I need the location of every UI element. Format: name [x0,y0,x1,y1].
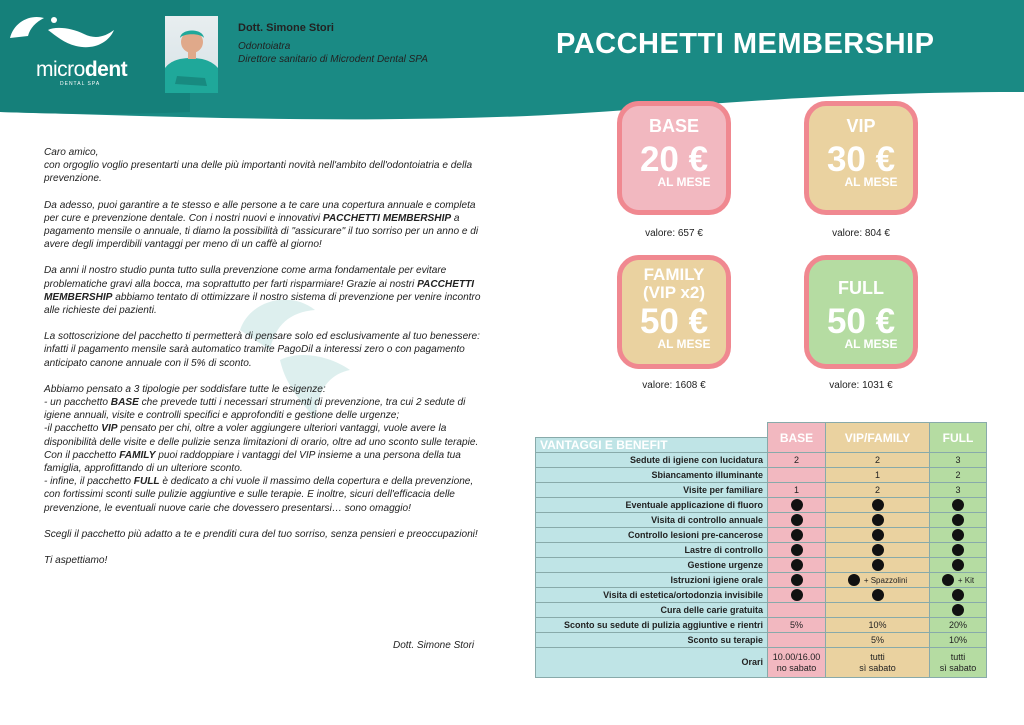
benefit-cell-vip: 10% [826,618,930,633]
benefit-cell-vip: 2 [826,453,930,468]
benefit-cell-full [930,573,987,588]
benefit-cell-vip: tutti sì sabato [826,648,930,678]
included-dot-icon [791,589,803,601]
included-dot-icon [791,499,803,511]
card-period: AL MESE [657,337,711,351]
card-full-value: valore: 1031 € [829,380,893,391]
benefit-cell-vip: 2 [826,483,930,498]
letter-paragraph: Da anni il nostro studio punta tutto sulla prevenzione come arma fondamentale per evitare problematiche gravi alla bocca, ma soprattutto per farti risparmiare! Grazie ai nostri PACCHETTI MEMBERSHIP abbiamo tentato di ottimizzare il nostro sistema di prevenzione per venire incontro alle richieste dei pazienti. [44,265,481,317]
benefit-cell-vip: 5% [826,633,930,648]
benefit-cell-full: 3 [930,453,987,468]
table-row [536,483,987,498]
benefit-cell-base: 2 [768,453,826,468]
benefit-cell-vip [826,498,930,513]
table-row [536,618,987,633]
included-dot-icon [942,574,954,586]
column-header-base: BASE [768,423,826,453]
benefit-cell-vip [826,588,930,603]
included-dot-icon [791,559,803,571]
benefit-cell-base [768,603,826,618]
card-name: FULL [838,278,884,298]
benefit-cell-full [930,543,987,558]
card-family-value: valore: 1608 € [642,380,706,391]
benefit-label: Istruzioni igiene orale [536,573,768,588]
letter-paragraph: Caro amico, con orgoglio voglio presentarti una delle più importanti novità nell'ambito dell'odontoiatria e della prevenzione. [44,147,473,185]
card-base-value: valore: 657 € [645,228,703,239]
included-dot-icon [952,559,964,571]
card-vip-value: valore: 804 € [832,228,890,239]
letter-paragraph: Ti aspettiamo! [44,555,108,567]
table-row [536,633,987,648]
doctor-role: Odontoiatra [238,41,291,52]
included-dot-icon [872,514,884,526]
column-header-vip-family: VIP/FAMILY [826,423,930,453]
benefit-cell-base [768,543,826,558]
benefit-cell-full: 3 [930,483,987,498]
benefit-cell-vip: 1 [826,468,930,483]
benefit-cell-full [930,588,987,603]
benefit-label: Cura delle carie gratuita [536,603,768,618]
card-name: FAMILY (VIP x2) [642,265,706,302]
included-dot-icon [952,589,964,601]
card-price: 20 € [639,140,709,179]
doctor-name: Dott. Simone Stori [238,22,334,34]
card-period: AL MESE [844,175,898,189]
table-row [536,528,987,543]
benefit-extra: + Kit [957,575,975,585]
card-name: BASE [648,116,699,136]
benefit-cell-full: 10% [930,633,987,648]
benefit-cell-base [768,588,826,603]
benefit-cell-vip [826,528,930,543]
benefit-cell-full [930,528,987,543]
card-price: 50 € [639,302,709,341]
benefit-cell-base [768,513,826,528]
included-dot-icon [791,574,803,586]
included-dot-icon [791,514,803,526]
benefit-label: Visita di controllo annuale [536,513,768,528]
benefit-cell-full [930,513,987,528]
benefit-label: Lastre di controllo [536,543,768,558]
benefit-cell-base: 1 [768,483,826,498]
benefit-cell-base [768,633,826,648]
included-dot-icon [952,529,964,541]
included-dot-icon [872,589,884,601]
card-period: AL MESE [844,337,898,351]
included-dot-icon [791,529,803,541]
letter-paragraph: Abbiamo pensato a 3 tipologie per soddisfare tutte le esigenze: - un pacchetto BASE che prevede tutti i necessari strumenti di prevenzione, tra cui 2 sedute di igiene annuali, visite e controlli specifici e approfonditi e gestione delle urgenze; -il pacchetto VIP pensato per chi, oltre a voler aggiungere ulteriori vantaggi, vuole avere la disponibilità delle visite e delle pulizie senza limitazioni di orario, oltre ad uno sconto sulle terapie. Con il pacchetto FAMILY puoi raddoppiare i vantaggi del VIP insieme a una persona della tua famiglia, approfittando di un ulteriore sconto. - infine, il pacchetto FULL è dedicato a chi vuole il massimo della copertura e della prevenzione, con fortissimi sconti sulle pulizie aggiuntive e sulle terapie. E inoltre, sicuri dell'efficacia delle prevenzione, le eventuali nuove carie che dovessero presentarsi… sono omaggio! [44,383,479,514]
benefit-label: Sconto su sedute di pulizia aggiuntive e rientri [536,618,768,633]
benefit-cell-base [768,468,826,483]
benefit-cell-full: 20% [930,618,987,633]
doctor-photo [165,16,218,93]
benefit-cell-full [930,558,987,573]
table-row-orari [536,648,987,678]
card-family[interactable] [617,255,731,369]
included-dot-icon [952,499,964,511]
benefit-label: Sedute di igiene con lucidatura [536,453,768,468]
included-dot-icon [952,604,964,616]
table-row [536,543,987,558]
card-full[interactable] [804,255,918,369]
table-row [536,558,987,573]
benefits-table [535,422,987,678]
card-period: AL MESE [657,175,711,189]
included-dot-icon [872,499,884,511]
benefit-cell-vip [826,543,930,558]
benefit-extra: + Spazzolini [863,575,908,585]
doctor-title: Direttore sanitario di Microdent Dental SPA [238,54,428,65]
benefit-label: Visite per familiare [536,483,768,498]
column-header-benefits: VANTAGGI E BENEFIT [536,438,768,453]
letter-paragraph: Scegli il pacchetto più adatto a te e prenditi cura del tuo sorriso, senza pensieri e preoccupazioni! [44,528,478,540]
benefit-cell-full: 2 [930,468,987,483]
benefit-label: Gestione urgenze [536,558,768,573]
benefit-label: Sbiancamento illuminante [536,468,768,483]
benefit-cell-full: tutti sì sabato [930,648,987,678]
benefit-label: Orari [536,648,768,678]
benefit-label: Eventuale applicazione di fluoro [536,498,768,513]
letter-paragraph: Da adesso, puoi garantire a te stesso e alle persone a te care una copertura annuale e completa per cure e prevenzione dentale. Con i nostri nuovi e innovativi PACCHETTI MEMBERSHIP a pagamento mensile o annuale, ti diamo la possibilità di "assicurare" il tuo sorriso per un anno e di avere degli imperdibili vantaggi per meno di un caffè al giorno! [44,199,479,251]
benefit-cell-vip [826,558,930,573]
benefit-cell-vip [826,603,930,618]
card-name: VIP [846,116,876,136]
benefit-cell-base: 10.00/16.00 no sabato [768,648,826,678]
benefit-cell-full [930,603,987,618]
table-row [536,588,987,603]
included-dot-icon [791,544,803,556]
table-row [536,513,987,528]
benefit-cell-base [768,558,826,573]
card-vip[interactable] [804,101,918,215]
table-row [536,603,987,618]
benefits-table-body [536,453,987,678]
benefit-cell-full [930,498,987,513]
included-dot-icon [952,544,964,556]
benefit-cell-vip [826,513,930,528]
benefit-label: Controllo lesioni pre-cancerose [536,528,768,543]
column-header-full: FULL [930,423,987,453]
included-dot-icon [872,559,884,571]
included-dot-icon [872,529,884,541]
benefit-cell-base: 5% [768,618,826,633]
table-row [536,453,987,468]
benefit-cell-base [768,528,826,543]
card-base[interactable] [617,101,731,215]
card-price: 50 € [826,302,896,341]
letter-body [44,146,489,580]
included-dot-icon [872,544,884,556]
letter-paragraph: La sottoscrizione del pacchetto ti permetterà di pensare solo ed esclusivamente al tuo benessere: infatti il pagamento mensile sarà automatico tramite PagoDil a interessi zero o con pagamento anticipato canone annuale con il 5% di sconto. [44,331,480,369]
table-row [536,573,987,588]
benefit-cell-base [768,498,826,513]
included-dot-icon [952,514,964,526]
card-price: 30 € [826,140,896,179]
signature: Dott. Simone Stori [393,640,475,651]
table-row [536,498,987,513]
included-dot-icon [848,574,860,586]
logo-wordmark: microdent [36,58,128,81]
logo-subtitle: DENTAL SPA [60,81,101,87]
benefit-cell-vip [826,573,930,588]
table-row [536,468,987,483]
benefit-label: Sconto su terapie [536,633,768,648]
page-title: PACCHETTI MEMBERSHIP [556,28,935,60]
benefit-cell-base [768,573,826,588]
benefit-label: Visita di estetica/ortodonzia invisibile [536,588,768,603]
